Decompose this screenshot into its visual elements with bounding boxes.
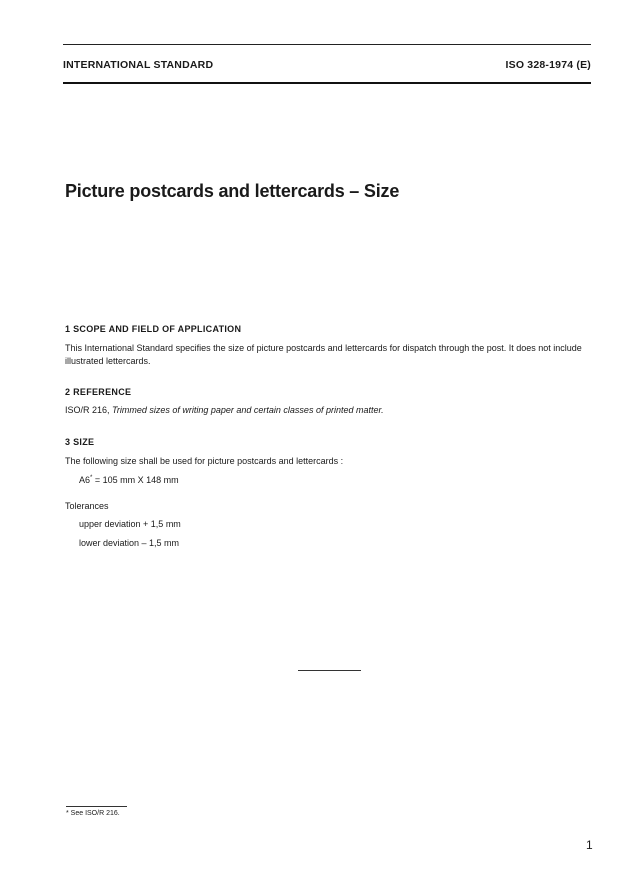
section-heading-size: 3 SIZE — [65, 437, 95, 447]
header-document-number: ISO 328-1974 (E) — [505, 59, 591, 71]
footnote: * See ISO/R 216. — [66, 810, 120, 817]
document-title: Picture postcards and lettercards – Size — [65, 181, 400, 201]
lower-deviation: lower deviation – 1,5 mm — [79, 538, 180, 548]
section-text-scope: This International Standard specifies the size of picture postcards and lettercards for dispatch through the post. It does not include illustrated lettercards. — [65, 343, 582, 366]
header-standard-label: INTERNATIONAL STANDARD — [63, 59, 214, 71]
section-heading-scope: 1 SCOPE AND FIELD OF APPLICATION — [65, 324, 242, 334]
footnote-rule — [66, 806, 127, 807]
tolerances-label: Tolerances — [65, 501, 109, 511]
footnote-mark: * — [90, 475, 93, 481]
section-text-size: The following size shall be used for picture postcards and lettercards : — [65, 456, 344, 466]
format-dimensions: = 105 mm X 148 mm — [92, 475, 179, 485]
size-formula — [79, 475, 179, 485]
section-heading-reference: 2 REFERENCE — [65, 387, 132, 397]
section-text-reference — [65, 404, 384, 417]
format-name: A6 — [79, 475, 91, 485]
header-rule — [63, 82, 591, 84]
page-number: 1 — [586, 838, 593, 852]
upper-deviation: upper deviation + 1,5 mm — [79, 519, 181, 529]
end-of-text-rule — [298, 670, 361, 671]
top-rule — [63, 44, 591, 45]
reference-code: ISO/R 216, — [65, 405, 113, 415]
reference-title: Trimmed sizes of writing paper and certain classes of printed matter. — [112, 405, 384, 415]
